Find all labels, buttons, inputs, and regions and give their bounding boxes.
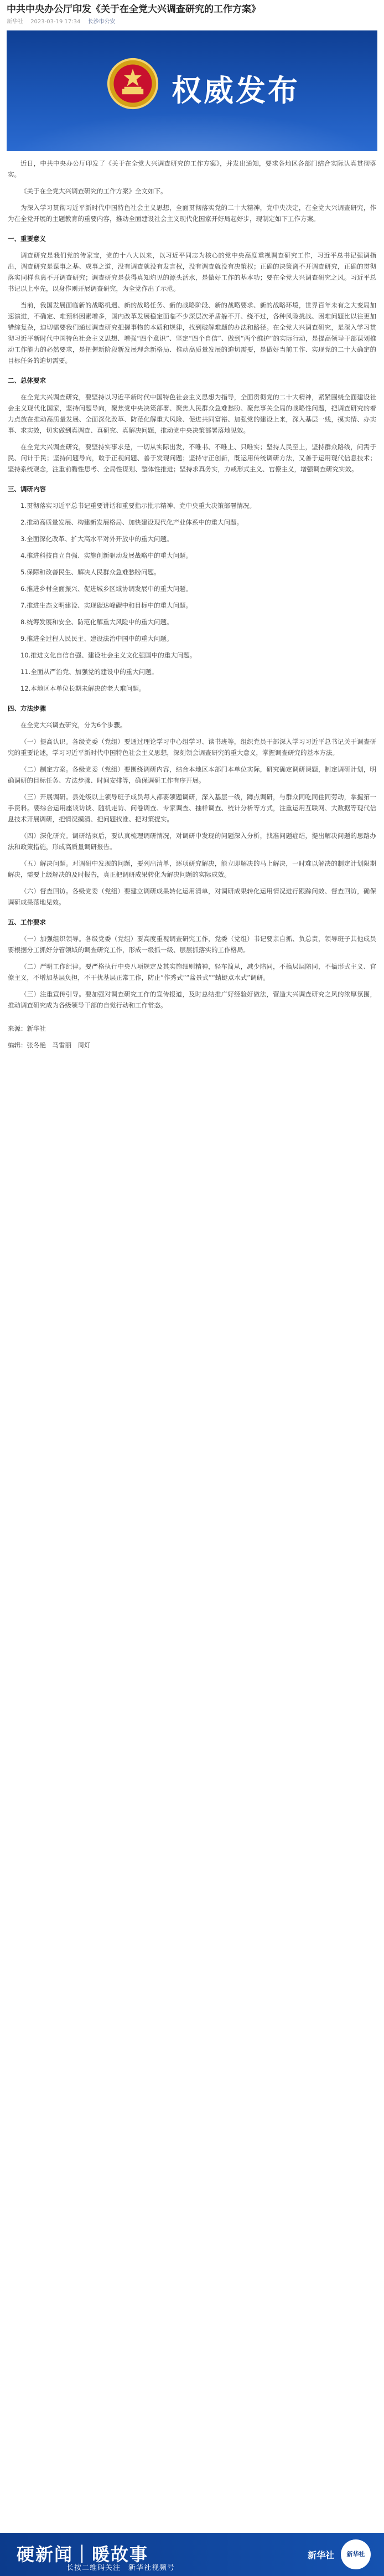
article-header (0, 0, 384, 25)
paragraph: （五）解决问题。对调研中发现的问题，要列出清单，逐项研究解决，能立即解决的马上解决，一时难以解决的制定计划限期解决，需要上级解决的及时报告，真正把调研成果转化为解决问题的实际成效。 (8, 860, 376, 878)
paragraph: 当前，我国发展面临新的战略机遇、新的战略任务、新的战略阶段、新的战略要求、新的战略环境，世界百年未有之大变局加速演进，不确定、难预料因素增多，国内改革发展稳定面临不少深层次矛盾躲不开、绕不过，各种风险挑战、困难问题比以往更加错综复杂，迫切需要我们通过调查研究把握事物的本质和规律，找到破解难题的办法和路径。在全党大兴调查研究，是深入学习贯彻习近平新时代中国特色社会主义思想、增强“四个意识”、坚定“四个自信”、做到“两个维护”的实际行动，是提高领导干部谋划推动工作能力的必然要求，是把握新阶段新发展理念新格局、推动高质量发展的迫切需要，是做好当前工作、实现党的二十大确定的目标任务的迫切需要。 (8, 301, 376, 364)
paragraph: 7.推进生态文明建设、实现碳达峰碳中和目标中的重大问题。 (20, 601, 192, 609)
paragraph: 4.推进科技自立自强、实施创新驱动发展战略中的重大问题。 (20, 552, 192, 559)
paragraph: 近日，中共中央办公厅印发了《关于在全党大兴调查研究的工作方案》，并发出通知，要求各地区各部门结合实际认真贯彻落实。 (8, 160, 376, 178)
paragraph: 在全党大兴调查研究，要坚持以习近平新时代中国特色社会主义思想为指导，全面贯彻党的二十大精神，紧紧围绕全面建设社会主义现代化国家，坚持问题导向，聚焦党中央决策部署、聚焦人民群众急难愁盼、聚焦事关全局的战略性问题，把调查研究的着力点放在推动高质量发展、全面深化改革、防范化解重大风险、促进共同富裕、加强党的建设上来，深入基层一线，摸实情、办实事、求实效，切实做到真调查、真研究、真解决问题，推动党中央决策部署落地见效。 (8, 393, 376, 434)
banner-title: 权威发布 (172, 73, 300, 108)
paragraph: 8.统筹发展和安全、防范化解重大风险中的重大问题。 (20, 618, 173, 626)
paragraph: 2.推动高质量发展、构建新发展格局、加快建设现代化产业体系中的重大问题。 (20, 518, 243, 526)
article-meta (7, 17, 377, 25)
banner-wave (7, 112, 377, 151)
article-footer (0, 1016, 384, 1051)
follow-banner[interactable] (0, 2533, 384, 2576)
paragraph: （二）制定方案。各级党委（党组）要围绕调研内容，结合本地区本部门本单位实际，研究确定调研课题，制定调研计划，明确调研的目标任务、方法步骤、时间安排等，确保调研工作有序开展。 (8, 765, 376, 784)
paragraph: 《关于在全党大兴调查研究的工作方案》全文如下。 (20, 187, 167, 195)
authoritative-release-banner (7, 30, 377, 151)
article-author: 新华社 (7, 19, 23, 25)
paragraph: （三）注重宣传引导。要加强对调查研究工作的宣传报道，及时总结推广好经验好做法，营造大兴调查研究之风的浓厚氛围，推动调查研究成为各级领导干部的自觉行动和工作常态。 (8, 990, 376, 1009)
editors-note: 编辑：张冬艳 马雷丽 周灯 (8, 1041, 91, 1049)
account-link[interactable]: 长沙市公安 (87, 19, 116, 25)
paragraph: 5.保障和改善民生、解决人民群众急难愁盼问题。 (20, 568, 160, 576)
paragraph: 在全党大兴调查研究，分为6个步骤。 (20, 721, 127, 729)
paragraph: （一）提高认识。各级党委（党组）要通过理论学习中心组学习、读书班等，组织党员干部深入学习习近平总书记关于调查研究的重要论述，学习习近平新时代中国特色社会主义思想，深刻领会调查研究的重大意义，掌握调查研究的基本方法。 (8, 738, 376, 757)
xinhua-logo-icon: 新华社 (341, 2539, 371, 2569)
section-heading: 二、总体要求 (8, 377, 46, 384)
section-heading: 一、重要意义 (8, 235, 46, 243)
paragraph: 调查研究是我们党的传家宝，党的十八大以来，以习近平同志为核心的党中央高度重视调查研究工作，习近平总书记强调指出，调查研究是谋事之基、成事之道，没有调查就没有发言权，没有调查就没有决策权；正确的决策离不开调查研究，正确的贯彻落实同样也离不开调查研究；调查研究是获得真知灼见的源头活水，是做好工作的基本功；要在全党大兴调查研究之风。习近平总书记以上率先，以身作则开展调查研究，为全党作出了示范。 (8, 251, 376, 292)
paragraph: 3.全面深化改革、扩大高水平对外开放中的重大问题。 (20, 535, 173, 543)
section-heading: 五、工作要求 (8, 918, 46, 926)
paragraph: 为深入学习贯彻习近平新时代中国特色社会主义思想，全面贯彻落实党的二十大精神，党中央决定，在全党大兴调查研究，作为在全党开展的主题教育的重要内容，推动全面建设社会主义现代化国家开好局起好步，现制定如下工作方案。 (8, 204, 376, 223)
paragraph: 9.推进全过程人民民主、建设法治中国中的重大问题。 (20, 635, 173, 642)
article-body (0, 151, 384, 1011)
paragraph: 11.全面从严治党、加强党的建设中的重大问题。 (20, 668, 158, 676)
section-heading: 三、调研内容 (8, 485, 46, 493)
paragraph: （四）深化研究。调研结束后，要认真梳理调研情况，对调研中发现的问题深入分析，找准问题症结，提出解决问题的思路办法和政策措施，形成高质量调研报告。 (8, 832, 376, 851)
article-date: 2023-03-19 17:34 (30, 19, 81, 25)
paragraph: 1.贯彻落实习近平总书记重要讲话和重要指示批示精神、党中央重大决策部署情况。 (20, 502, 256, 510)
follow-subtitle: 长按二维码关注 新华社视频号 (66, 2564, 175, 2572)
paragraph: （三）开展调研。县处级以上领导班子成员每人都要领题调研，深入基层一线，蹲点调研，与群众同吃同住同劳动，掌握第一手资料。要综合运用座谈访谈、随机走访、问卷调查、专家调查、抽样调查、统计分析等方式，注重运用互联网、大数据等现代信息技术开展调研，把情况摸清、把问题找准、把对策提实。 (8, 793, 376, 823)
paragraph: （一）加强组织领导。各级党委（党组）要高度重视调查研究工作，党委（党组）书记要亲自抓、负总责，领导班子其他成员要根据分工抓好分管领域的调查研究工作，形成一级抓一级、层层抓落实的工作格局。 (8, 935, 376, 954)
follow-slogan: 硬新闻｜暖故事 (17, 2544, 149, 2565)
article-title: 中共中央办公厅印发《关于在全党大兴调查研究的工作方案》 (7, 4, 261, 15)
paragraph: （六）督查回访。各级党委（党组）要建立调研成果转化运用清单，对调研成果转化运用情况进行跟踪问效、督查回访，确保调研成果落地见效。 (8, 887, 376, 906)
brand-name: 新华社 (307, 2550, 334, 2560)
paragraph: 6.推进乡村全面振兴、促进城乡区域协调发展中的重大问题。 (20, 585, 192, 593)
source-note: 来源：新华社 (8, 1025, 46, 1032)
section-heading: 四、方法步骤 (8, 705, 46, 712)
national-emblem-icon (106, 57, 159, 110)
paragraph: 10.推进文化自信自强、建设社会主义文化强国中的重大问题。 (20, 651, 196, 659)
paragraph: 12.本地区本单位长期未解决的老大难问题。 (20, 685, 146, 692)
paragraph: 在全党大兴调查研究，要坚持实事求是，一切从实际出发，不唯书、不唯上、只唯实；坚持人民至上，坚持群众路线，问需于民、问计于民；坚持问题导向，敢于正视问题、善于发现问题；坚持守正创新，既运用传统调研方法，又善于运用现代信息技术；坚持系统观念，注重前瞻性思考、全局性谋划、整体性推进；坚持求真务实，力戒形式主义、官僚主义，增强调查研究实效。 (8, 443, 376, 473)
paragraph: （二）严明工作纪律。要严格执行中央八项规定及其实施细则精神，轻车简从，减少陪同，不搞层层陪同，不搞形式主义、官僚主义，不增加基层负担，不干扰基层正常工作，防止“作秀式”“盆景式”“蜻蜓点水式”调研。 (8, 963, 376, 981)
